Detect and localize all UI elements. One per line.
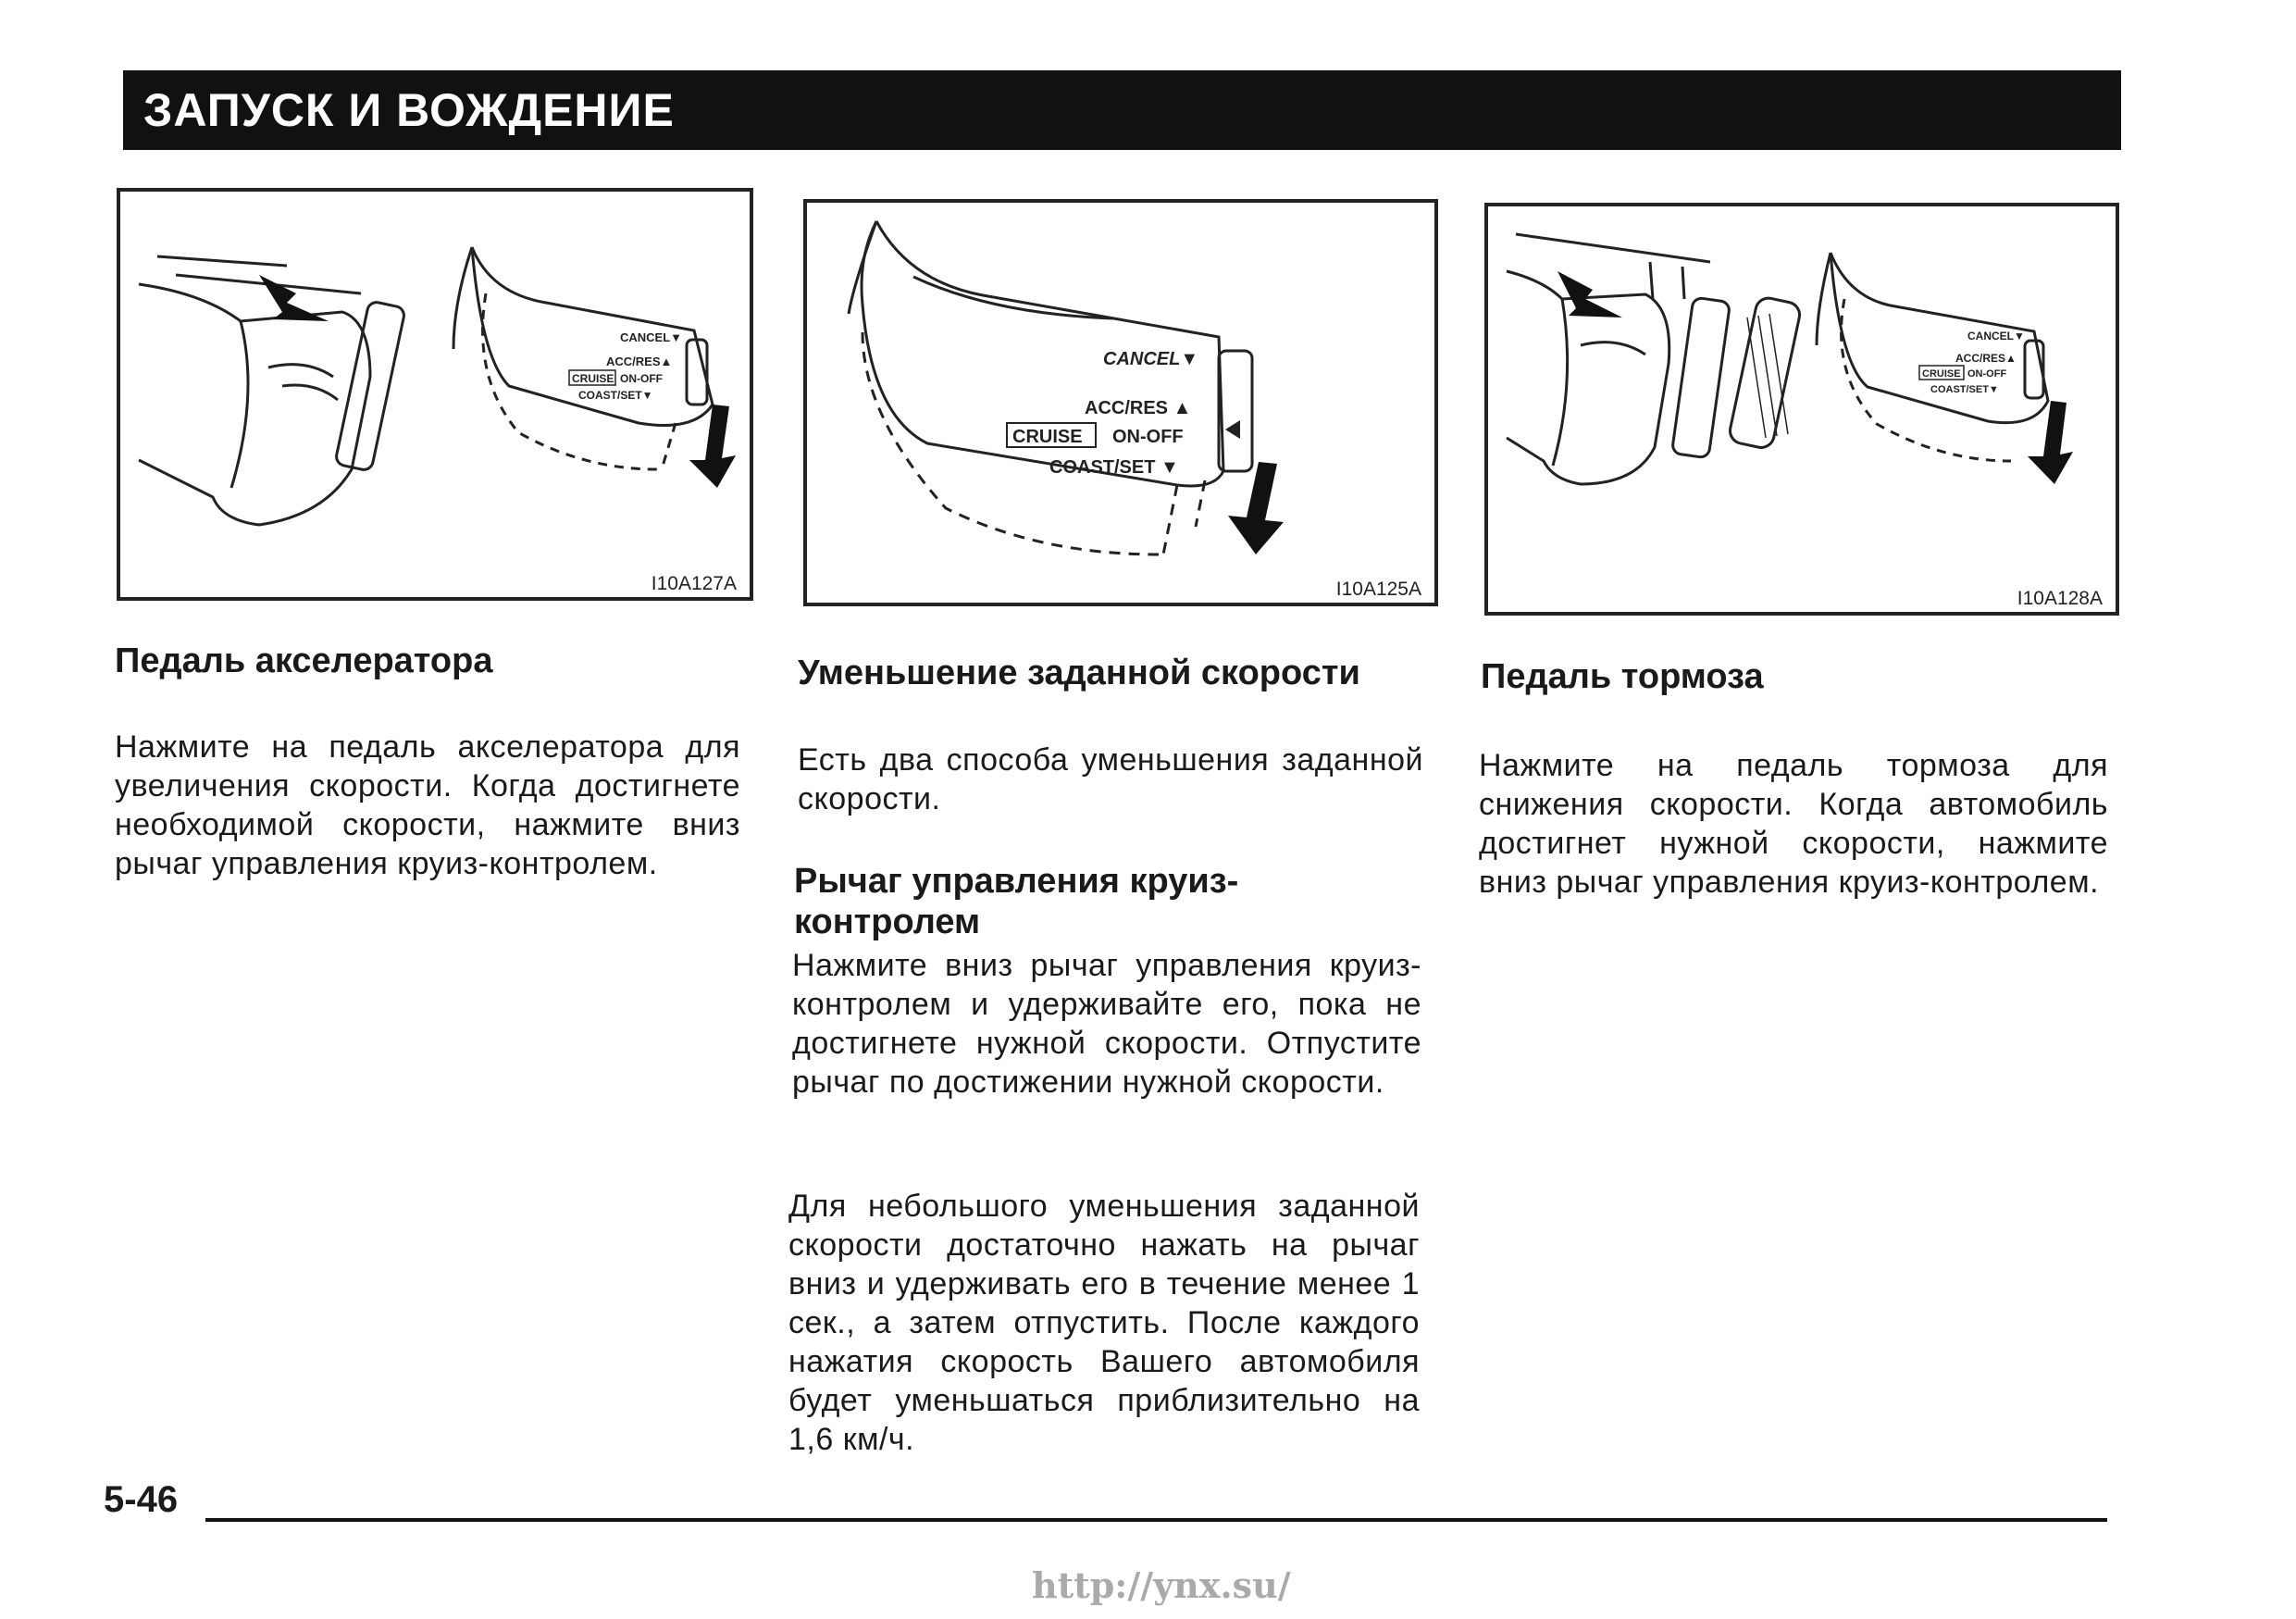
reduce-speed-heading: Уменьшение заданной скорости: [798, 654, 1360, 692]
lever-accres-label: ACC/RES▲: [606, 355, 673, 368]
figure-code: I10A125A: [1335, 579, 1421, 600]
lever-cruise-label: CRUISE: [1922, 368, 1961, 380]
figure-accelerator: [117, 188, 753, 601]
lever-accres-label: ACC/RES▲: [1955, 352, 2017, 365]
accelerator-paragraph: Нажмите на педаль акселератора для увеличения скорости. Когда достигнете необходимой скорости, нажмите вниз рычаг управления круиз-контролем.: [115, 729, 740, 881]
lever-cruise-label: CRUISE: [572, 372, 614, 385]
lever-cancel-label: CANCEL▼: [620, 330, 683, 344]
brake-paragraph: Нажмите на педаль тормоза для снижения скорости. Когда автомобиль достигнет нужной скорости, нажмите вниз рычаг управления круиз-контролем.: [1479, 748, 2108, 900]
brake-illustration: [1488, 206, 2116, 612]
footer-url: http://ynx.su/: [1032, 1564, 1291, 1606]
reduce-speed-intro: Есть два способа уменьшения заданной скорости.: [798, 742, 1423, 816]
section-header-bar: [123, 70, 2121, 150]
lever-cancel-label: CANCEL▼: [1103, 349, 1199, 369]
footer-divider: [205, 1518, 2107, 1522]
lever-subheading: Рычаг управления круиз-контролем: [794, 862, 1239, 941]
section-title: ЗАПУСК И ВОЖДЕНИЕ: [143, 84, 675, 136]
lever-onoff-label: ON-OFF: [1967, 368, 2007, 380]
lever-coast-label: COAST/SET▼: [578, 389, 653, 402]
lever-paragraph-1: Нажмите вниз рычаг управления круиз-контролем и удерживайте его, пока не достигнете нужной скорости. Отпустите рычаг по достижении нужной скорости.: [792, 948, 1421, 1100]
lever-cancel-label: CANCEL▼: [1967, 330, 2025, 342]
figure-code: I10A128A: [2017, 588, 2103, 609]
page-number: 5-46: [104, 1479, 179, 1520]
lever-paragraph-2: Для небольшого уменьшения заданной скорости достаточно нажать на рычаг вниз и удерживать его в течение менее 1 сек., а затем отпустить. После каждого нажатия скорость Вашего автомобиля будет уменьшаться приблизительно на 1,6 км/ч.: [788, 1189, 1420, 1457]
figure-code: I10A127A: [651, 573, 737, 594]
figure-cruise-lever: [803, 199, 1438, 606]
lever-coast-label: COAST/SET▼: [1930, 384, 1999, 395]
brake-heading: Педаль тормоза: [1481, 657, 1764, 696]
accelerator-heading: Педаль акселератора: [115, 641, 493, 680]
lever-cruise-label: CRUISE: [1012, 427, 1083, 447]
lever-onoff-label: ON-OFF: [620, 372, 663, 385]
lever-onoff-label: ON-OFF: [1112, 427, 1184, 447]
accelerator-illustration: [120, 192, 750, 597]
cruise-lever-illustration: [807, 203, 1434, 603]
figure-brake: [1484, 203, 2119, 616]
lever-accres-label: ACC/RES ▲: [1085, 398, 1192, 418]
lever-coast-label: COAST/SET ▼: [1049, 457, 1179, 478]
